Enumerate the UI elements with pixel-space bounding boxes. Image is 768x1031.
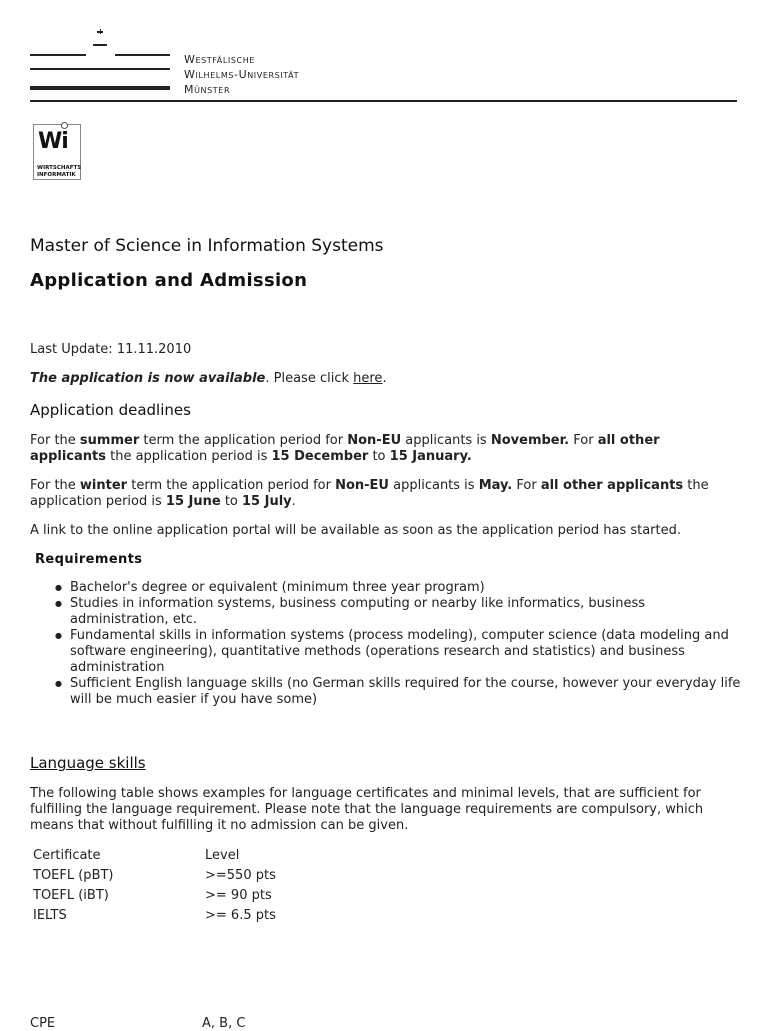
table-cell: IELTS (33, 908, 67, 923)
wi-logo (33, 124, 81, 180)
logo-bar (30, 68, 170, 70)
requirements-list (70, 580, 742, 708)
table-cell: CPE (30, 1016, 56, 1031)
logo-bar (30, 86, 170, 90)
table-header-level: Level (205, 848, 240, 863)
table-cell: >= 90 pts (205, 888, 272, 903)
summer-text-2: term the application period for (139, 433, 348, 448)
summer-text-5: the application period is (105, 449, 272, 464)
wi-logo-caption-line1: WIRTSCHAFTS (37, 165, 82, 171)
last-update (30, 342, 740, 358)
winter-start: 15 June (165, 494, 221, 509)
summer-text-4: For (569, 433, 598, 448)
table-row (30, 868, 276, 888)
winter-text-1: For the (30, 478, 80, 493)
table-cell: >= 6.5 pts (205, 908, 276, 923)
certificate-table (30, 848, 276, 928)
wi-logo-caption (37, 165, 81, 179)
winter-others: all other applicants (540, 478, 684, 493)
logo-bar (115, 54, 170, 56)
header-divider (30, 100, 737, 102)
winter-non-eu-month: May. (478, 478, 513, 493)
availability-dot: . (265, 371, 270, 386)
table-cell: TOEFL (iBT) (33, 888, 109, 903)
summer-start: 15 December (271, 449, 369, 464)
summer-text-3: applicants is (401, 433, 491, 448)
list-item: ● Fundamental skills in information systems (process modeling), computer science (data modeling and software engineering), quantitative methods (operations research and statistics) and business administration (70, 628, 742, 676)
logo-mark (93, 44, 107, 46)
table-cell: A, B, C (202, 1016, 246, 1031)
program-title: Master of Science in Information Systems (30, 236, 384, 256)
university-name (184, 52, 299, 97)
winter-deadline (30, 478, 740, 510)
deadlines-heading: Application deadlines (30, 401, 191, 419)
winter-text-6: to (220, 494, 243, 509)
language-intro: The following table shows examples for language certificates and minimal levels, that are sufficient for fulfilling the language requirement. Please note that the language requirements are compulsory, which means that without fulfilling it no admission can be given. (30, 786, 704, 833)
table-row (30, 888, 276, 908)
list-item: ● Sufficient English language skills (no German skills required for the course, however your everyday life will be much easier if you have some) (70, 676, 742, 708)
university-name-line1: Westfälische (184, 53, 255, 66)
university-name-line3: Münster (184, 83, 231, 96)
list-item: ● Bachelor's degree or equivalent (minimum three year program) (70, 580, 742, 596)
table-cell: >=550 pts (205, 868, 276, 883)
table-header-certificate: Certificate (33, 848, 101, 863)
winter-text-7: . (291, 494, 296, 509)
winter-non-eu: Non-EU (335, 478, 389, 493)
winter-text-4: For (512, 478, 541, 493)
wi-logo-mark: Wi (38, 129, 68, 154)
winter-text-2: term the application period for (127, 478, 336, 493)
application-link[interactable]: here (353, 371, 383, 386)
winter-text-5: the application period is (30, 478, 709, 509)
table-row (30, 908, 276, 928)
summer-text-6: to (368, 449, 390, 464)
summer-non-eu: Non-EU (347, 433, 402, 448)
summer-others: all other applicants (30, 433, 660, 464)
winter-term: winter (79, 478, 128, 493)
summer-end: 15 January. (389, 449, 472, 464)
table-cell: TOEFL (pBT) (33, 868, 114, 883)
requirements-heading: Requirements (35, 552, 143, 567)
portal-notice: A link to the online application portal will be available as soon as the application period has started. (30, 523, 681, 538)
winter-text-3: applicants is (389, 478, 479, 493)
last-update-label: Last Update: (30, 342, 113, 357)
summer-non-eu-month: November. (490, 433, 570, 448)
university-name-line2: Wilhelms-Universität (184, 68, 300, 81)
availability-please: Please click (269, 371, 354, 386)
table-header-row (30, 848, 276, 868)
wi-logo-caption-line2: INFORMATIK (37, 172, 76, 178)
winter-end: 15 July (242, 494, 292, 509)
language-skills-heading: Language skills (30, 754, 146, 772)
last-update-date: 11.11.2010 (116, 342, 192, 357)
logo-bar (30, 54, 86, 56)
list-item: ● Studies in information systems, business computing or nearby like informatics, business administration, etc. (70, 596, 742, 628)
page-title: Application and Admission (30, 270, 308, 291)
summer-term: summer (79, 433, 140, 448)
wi-logo-dot (61, 122, 68, 129)
summer-deadline (30, 433, 740, 465)
availability-bold: The application is now available (30, 371, 266, 386)
summer-text-1: For the (30, 433, 80, 448)
logo-mark (100, 29, 101, 34)
availability-notice (30, 371, 740, 387)
availability-end: . (382, 371, 387, 386)
